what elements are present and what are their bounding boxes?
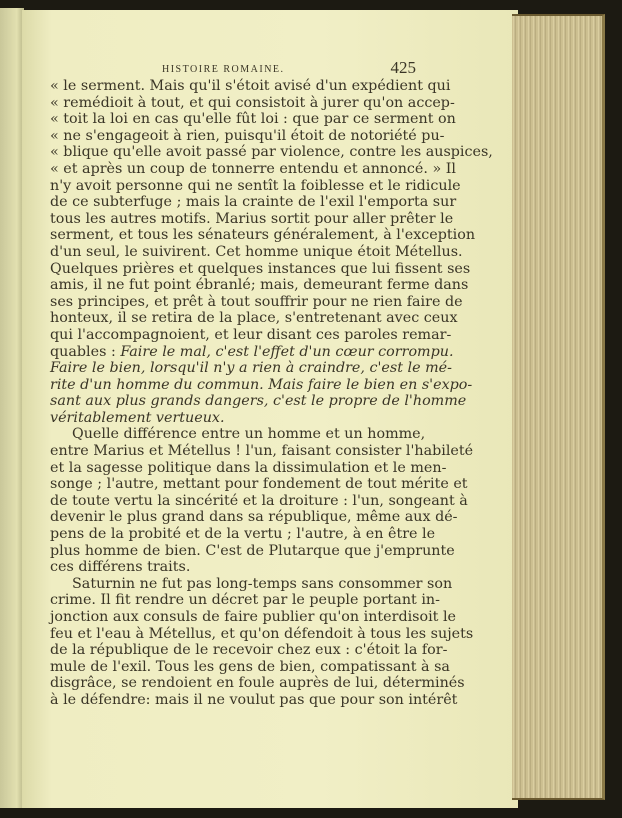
italic-quote-text: Faire le bien, lorsqu'il n'y a rien à craindre, c'est le mé- (50, 360, 452, 377)
line-text: honteux, il se retira de la place, s'entretenant avec ceux (50, 310, 458, 327)
text-line (50, 78, 451, 95)
line-text: ses principes, et prêt à tout souffrir pour ne rien faire de (50, 293, 463, 310)
italic-quote-text: véritablement vertueux. (50, 409, 225, 426)
line-text: « toit la loi en cas qu'elle fût loi : que par ce serment on (50, 111, 456, 128)
text-line (50, 194, 457, 211)
page-edges (512, 14, 605, 800)
text-line (50, 343, 454, 361)
text-line (50, 542, 455, 560)
text-line (50, 177, 461, 195)
text-line (50, 559, 416, 576)
text-line (50, 310, 458, 327)
line-text: n'y avoit personne qui ne sentît la foiblesse et le ridicule (50, 177, 461, 194)
line-text: disgrâce, se rendoient en foule auprès de lui, déterminés (50, 675, 465, 692)
line-text: Saturnin ne fut pas long-temps sans consommer son (72, 575, 453, 592)
text-line (50, 144, 493, 161)
line-text: de ce subterfuge ; mais la crainte de l'exil l'emporta sur (50, 194, 457, 211)
text-line (50, 609, 457, 626)
line-text: plus homme de bien. C'est de Plutarque que j'emprunte (50, 542, 455, 559)
line-text: Quelle différence entre un homme et un homme, (72, 426, 426, 443)
text-line (50, 210, 454, 228)
line-text: mule de l'exil. Tous les gens de bien, compatissant à sa (50, 658, 450, 675)
text-line (50, 675, 465, 692)
text-line (50, 443, 474, 460)
text-line (50, 526, 436, 543)
body-text (50, 78, 493, 709)
text-line (50, 459, 447, 477)
line-text: entre Marius et Métellus ! l'un, faisant consister l'habileté (50, 443, 474, 460)
text-line (50, 592, 440, 609)
line-text: de la république de le recevoir chez eux : c'étoit la for- (50, 642, 448, 659)
line-text: « ne s'engageoit à rien, puisqu'il étoit de notoriété pu- (50, 127, 445, 144)
line-text: « remédioit à tout, et qui consistoit à jurer qu'on accep- (50, 94, 455, 111)
text-line (50, 227, 476, 244)
line-text: pens de la probité et de la vertu ; l'autre, à en être le (50, 526, 436, 543)
text-line (50, 492, 468, 510)
text-line (50, 642, 448, 659)
line-text: « le serment. Mais qu'il s'étoit avisé d'un expédient qui (50, 78, 451, 94)
line-text: quables : (50, 343, 121, 360)
italic-quote-text: sant aux plus grands dangers, c'est le propre de l'homme (50, 393, 467, 410)
text-line (50, 410, 416, 427)
line-text: qui l'accompagnoient, et leur disant ces paroles remar- (50, 326, 452, 343)
line-text: et la sagesse politique dans la dissimulation et le men- (50, 459, 447, 476)
line-text: d'un seul, le suivirent. Cet homme unique étoit Métellus. (50, 243, 463, 260)
line-text: crime. Il fit rendre un décret par le peuple portant in- (50, 592, 440, 609)
page-number: 425 (390, 58, 416, 77)
text-line (50, 360, 452, 377)
text-line (50, 575, 453, 593)
text-line (50, 476, 468, 493)
text-line (50, 625, 474, 643)
line-text: tous les autres motifs. Marius sortit pour aller prêter le (50, 210, 454, 227)
italic-quote-text: rite d'un homme du commun. Mais faire le bien en s'expo- (50, 376, 473, 393)
facing-page-edge (0, 8, 24, 808)
text-line (50, 376, 473, 394)
text-line (50, 277, 469, 294)
text-line (50, 260, 471, 278)
text-line (50, 509, 458, 526)
text-line (50, 426, 426, 443)
line-text: ces différens traits. (50, 559, 191, 576)
text-line (50, 160, 456, 178)
text-line (50, 111, 456, 128)
line-text: feu et l'eau à Métellus, et qu'on défendoit à tous les sujets (50, 625, 474, 642)
text-line (50, 243, 463, 261)
line-text: songe ; l'autre, mettant pour fondement de tout mérite et (50, 476, 468, 493)
text-line (50, 658, 450, 676)
text-line (50, 393, 467, 410)
text-line (50, 293, 463, 311)
italic-quote-text: Faire le mal, c'est l'effet d'un cœur corrompu. (120, 343, 454, 360)
line-text: de toute vertu la sincérité et la droiture : l'un, songeant à (50, 492, 468, 509)
running-title: HISTOIRE ROMAINE. (162, 64, 285, 75)
line-text: « et après un coup de tonnerre entendu et annoncé. » Il (50, 160, 456, 177)
text-line (50, 127, 445, 145)
text-line (50, 691, 458, 709)
line-text: serment, et tous les sénateurs généralement, à l'exception (50, 227, 476, 244)
line-text: Quelques prières et quelques instances que lui fissent ses (50, 260, 471, 277)
line-text: jonction aux consuls de faire publier qu'on interdisoit le (50, 609, 457, 625)
line-text: « blique qu'elle avoit passé par violence, contre les auspices, (50, 144, 493, 161)
line-text: à le défendre: mais il ne voulut pas que pour son intérêt (50, 691, 458, 708)
line-text: devenir le plus grand dans sa république, même aux dé- (50, 509, 458, 526)
text-line (50, 94, 455, 112)
text-line (50, 326, 452, 344)
line-text: amis, il ne fut point ébranlé; mais, demeurant ferme dans (50, 277, 469, 294)
